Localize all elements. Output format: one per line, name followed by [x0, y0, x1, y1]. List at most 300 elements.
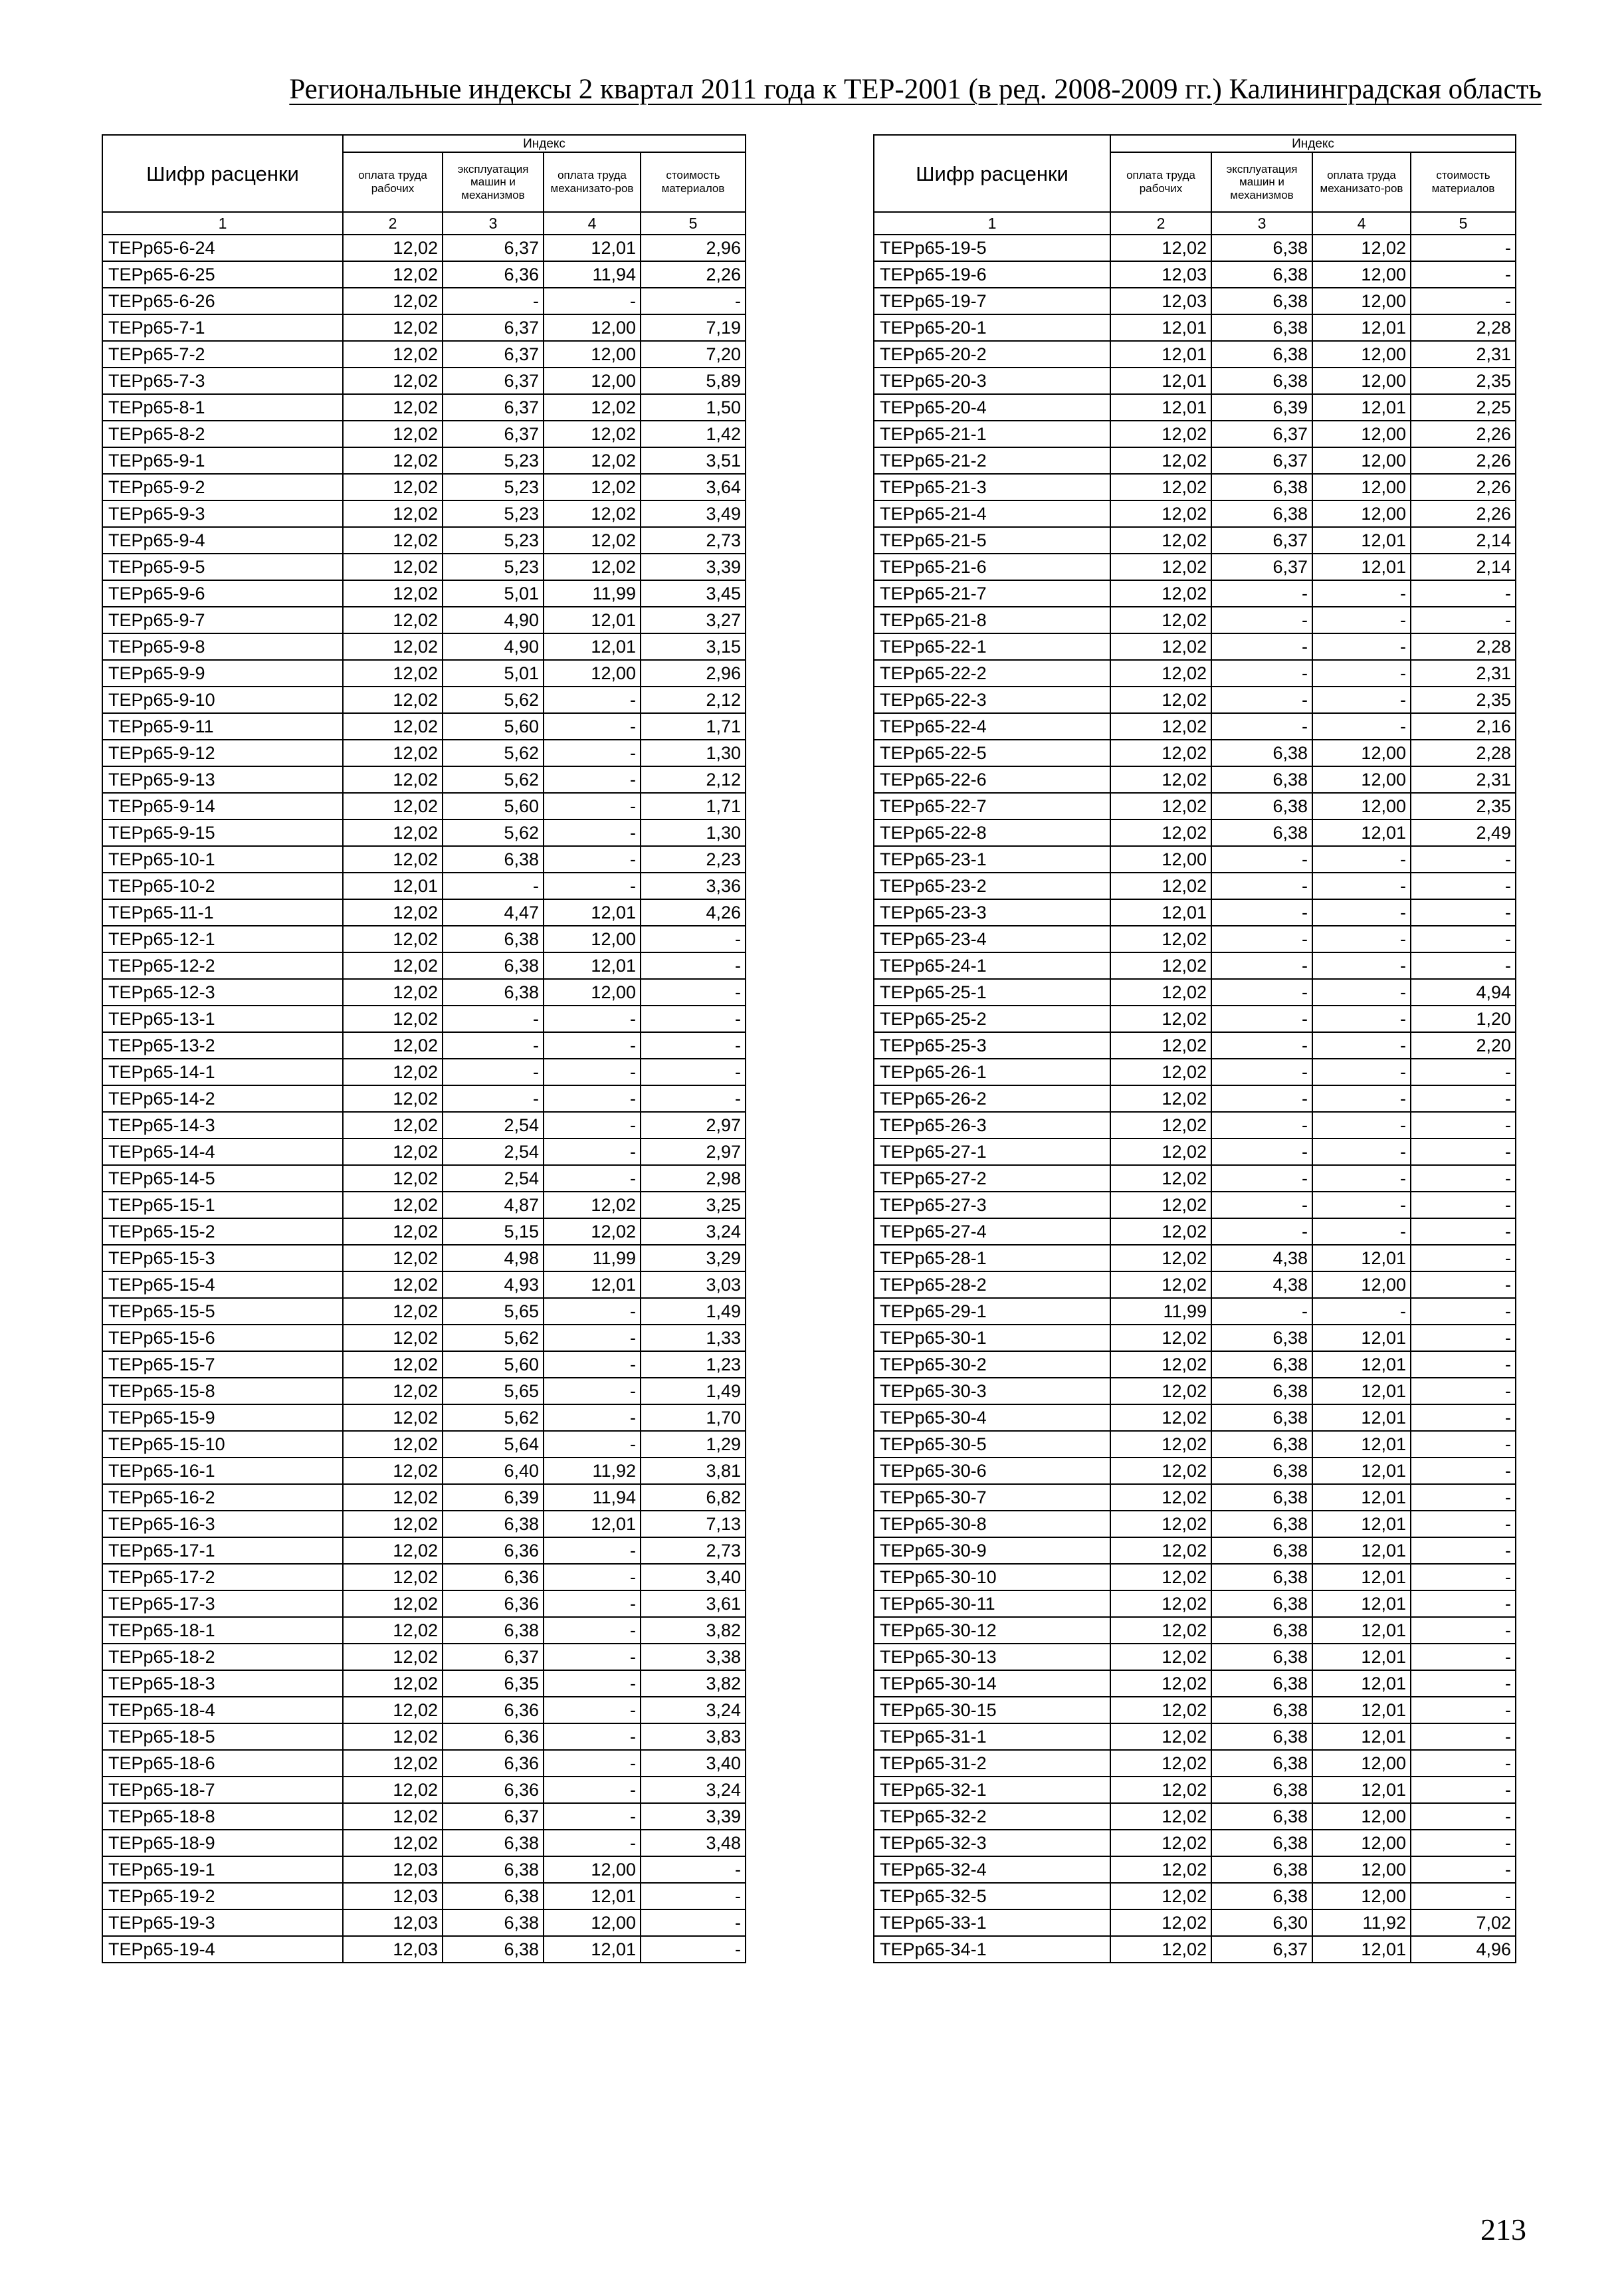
index-value-cell: 4,87: [443, 1192, 544, 1218]
index-value-cell: 12,01: [544, 1883, 641, 1909]
index-value-cell: 3,27: [641, 607, 746, 633]
index-value-cell: -: [1312, 1085, 1411, 1112]
index-value-cell: 4,47: [443, 899, 544, 926]
index-value-cell: 12,02: [1110, 740, 1211, 766]
table-body-right: [874, 235, 1516, 1963]
index-value-cell: 12,02: [544, 474, 641, 500]
index-value-cell: 12,02: [343, 1537, 443, 1564]
table-row: [102, 1404, 746, 1431]
rate-code-cell: ТЕРр65-7-2: [102, 341, 343, 368]
rate-code-cell: ТЕРр65-14-3: [102, 1112, 343, 1138]
rate-code-cell: ТЕРр65-10-1: [102, 846, 343, 873]
index-value-cell: 12,02: [343, 1218, 443, 1245]
rate-code-cell: ТЕРр65-9-12: [102, 740, 343, 766]
index-value-cell: 12,02: [343, 687, 443, 713]
table-row: [874, 421, 1516, 447]
index-value-cell: -: [1411, 261, 1516, 288]
index-value-cell: -: [1411, 1404, 1516, 1431]
index-value-cell: 12,02: [343, 952, 443, 979]
table-row: [102, 1936, 746, 1963]
rate-code-cell: ТЕРр65-14-1: [102, 1059, 343, 1085]
index-value-cell: 12,00: [1312, 1750, 1411, 1777]
index-value-cell: 4,38: [1211, 1245, 1312, 1271]
table-row: [102, 1670, 746, 1697]
table-row: [874, 1006, 1516, 1032]
index-value-cell: 6,36: [443, 1697, 544, 1723]
rate-code-cell: ТЕРр65-9-4: [102, 527, 343, 554]
table-row: [874, 314, 1516, 341]
rate-code-cell: ТЕРр65-9-6: [102, 580, 343, 607]
table-row: [874, 1325, 1516, 1351]
index-value-cell: 3,24: [641, 1777, 746, 1803]
index-value-cell: 3,24: [641, 1697, 746, 1723]
index-value-cell: -: [1411, 1856, 1516, 1883]
index-value-cell: 12,01: [1312, 1511, 1411, 1537]
index-value-cell: 12,00: [544, 368, 641, 394]
index-value-cell: 5,62: [443, 687, 544, 713]
index-value-cell: 6,38: [1211, 1484, 1312, 1511]
rate-code-cell: ТЕРр65-23-4: [874, 926, 1110, 952]
index-value-cell: 12,00: [544, 341, 641, 368]
index-value-cell: -: [1411, 899, 1516, 926]
header-code: Шифр расценки: [102, 135, 343, 212]
rate-code-cell: ТЕРр65-6-24: [102, 235, 343, 261]
rate-code-cell: ТЕРр65-16-3: [102, 1511, 343, 1537]
table-row: [102, 1351, 746, 1378]
index-value-cell: 6,38: [1211, 1777, 1312, 1803]
rate-code-cell: ТЕРр65-15-4: [102, 1271, 343, 1298]
rate-code-cell: ТЕРр65-9-11: [102, 713, 343, 740]
index-value-cell: 12,02: [1110, 1537, 1211, 1564]
table-row: [102, 1830, 746, 1856]
index-value-cell: -: [544, 1670, 641, 1697]
index-value-cell: 6,38: [1211, 1644, 1312, 1670]
rate-code-cell: ТЕРр65-30-7: [874, 1484, 1110, 1511]
index-value-cell: 12,02: [343, 394, 443, 421]
rate-code-cell: ТЕРр65-7-1: [102, 314, 343, 341]
index-value-cell: -: [443, 873, 544, 899]
index-value-cell: 12,02: [343, 1750, 443, 1777]
rate-code-cell: ТЕРр65-6-25: [102, 261, 343, 288]
index-value-cell: 6,36: [443, 1590, 544, 1617]
page-title: Региональные индексы 2 квартал 2011 года к ТЕР-2001 (в ред. 2008-2009 гг.) Калининградская область: [289, 74, 1542, 105]
index-value-cell: -: [1312, 846, 1411, 873]
rate-code-cell: ТЕРр65-9-14: [102, 793, 343, 819]
index-value-cell: -: [1411, 1723, 1516, 1750]
rate-code-cell: ТЕРр65-30-9: [874, 1537, 1110, 1564]
index-value-cell: 12,02: [343, 926, 443, 952]
index-value-cell: 12,00: [1312, 288, 1411, 314]
index-value-cell: -: [544, 1803, 641, 1830]
index-value-cell: 6,36: [443, 1777, 544, 1803]
index-value-cell: 12,02: [1110, 819, 1211, 846]
rate-code-cell: ТЕРр65-10-2: [102, 873, 343, 899]
rate-code-cell: ТЕРр65-17-1: [102, 1537, 343, 1564]
table-row: [102, 1750, 746, 1777]
table-row: [874, 633, 1516, 660]
index-value-cell: 12,02: [1110, 1351, 1211, 1378]
index-value-cell: -: [1211, 713, 1312, 740]
index-value-cell: 2,54: [443, 1112, 544, 1138]
rate-code-cell: ТЕРр65-9-3: [102, 500, 343, 527]
index-value-cell: 5,89: [641, 368, 746, 394]
index-value-cell: -: [544, 1617, 641, 1644]
index-value-cell: 6,38: [443, 952, 544, 979]
index-value-cell: -: [1411, 1218, 1516, 1245]
index-value-cell: 12,02: [343, 1404, 443, 1431]
header-col-number: 4: [1312, 212, 1411, 235]
table-row: [102, 1697, 746, 1723]
index-value-cell: 12,02: [1312, 235, 1411, 261]
index-value-cell: 12,03: [343, 1909, 443, 1936]
index-value-cell: 12,00: [1312, 1271, 1411, 1298]
index-value-cell: 1,50: [641, 394, 746, 421]
index-value-cell: 6,36: [443, 1537, 544, 1564]
index-value-cell: 6,38: [1211, 288, 1312, 314]
index-value-cell: -: [1411, 1617, 1516, 1644]
table-row: [102, 421, 746, 447]
index-value-cell: 12,01: [1312, 1670, 1411, 1697]
index-value-cell: 3,25: [641, 1192, 746, 1218]
rate-code-cell: ТЕРр65-30-6: [874, 1458, 1110, 1484]
index-value-cell: 6,38: [443, 846, 544, 873]
index-value-cell: -: [544, 1723, 641, 1750]
index-value-cell: 6,38: [1211, 1670, 1312, 1697]
index-value-cell: -: [1411, 607, 1516, 633]
table-row: [874, 1059, 1516, 1085]
index-value-cell: 12,02: [1110, 527, 1211, 554]
index-value-cell: -: [1411, 1192, 1516, 1218]
index-value-cell: 5,23: [443, 474, 544, 500]
index-value-cell: -: [1211, 952, 1312, 979]
index-value-cell: 2,54: [443, 1165, 544, 1192]
index-value-cell: 12,02: [343, 580, 443, 607]
rate-code-cell: ТЕРр65-18-5: [102, 1723, 343, 1750]
table-row: [102, 819, 746, 846]
index-value-cell: 12,02: [343, 1378, 443, 1404]
index-value-cell: 12,02: [343, 1192, 443, 1218]
rate-code-cell: ТЕРр65-20-2: [874, 341, 1110, 368]
index-value-cell: 11,94: [544, 1484, 641, 1511]
table-row: [874, 1245, 1516, 1271]
header-materials-cost: стоимость материалов: [641, 152, 746, 212]
index-value-cell: 12,00: [544, 314, 641, 341]
header-labor-wages: оплата труда рабочих: [343, 152, 443, 212]
index-value-cell: 6,38: [1211, 235, 1312, 261]
table-row: [102, 527, 746, 554]
header-col-number: 4: [544, 212, 641, 235]
rate-code-cell: ТЕРр65-27-2: [874, 1165, 1110, 1192]
index-value-cell: 3,36: [641, 873, 746, 899]
table-row: [874, 713, 1516, 740]
index-value-cell: 12,02: [1110, 952, 1211, 979]
index-value-cell: 12,02: [1110, 633, 1211, 660]
rate-code-cell: ТЕРр65-25-2: [874, 1006, 1110, 1032]
index-value-cell: -: [1312, 1059, 1411, 1085]
header-operator-wages: оплата труда механизато-ров: [544, 152, 641, 212]
rate-code-cell: ТЕРр65-14-5: [102, 1165, 343, 1192]
index-value-cell: 12,02: [544, 1192, 641, 1218]
index-value-cell: 12,00: [1312, 740, 1411, 766]
index-value-cell: -: [1411, 1112, 1516, 1138]
index-value-cell: 12,01: [1312, 1590, 1411, 1617]
index-value-cell: 12,02: [1110, 1325, 1211, 1351]
table-row: [102, 1617, 746, 1644]
index-value-cell: 3,64: [641, 474, 746, 500]
index-value-cell: -: [641, 926, 746, 952]
index-value-cell: 12,01: [1312, 554, 1411, 580]
table-row: [874, 1617, 1516, 1644]
index-value-cell: 6,38: [1211, 740, 1312, 766]
table-row: [874, 1537, 1516, 1564]
index-value-cell: -: [544, 687, 641, 713]
header-col-number: 3: [1211, 212, 1312, 235]
rate-code-cell: ТЕРр65-21-4: [874, 500, 1110, 527]
rate-code-cell: ТЕРр65-18-3: [102, 1670, 343, 1697]
table-row: [874, 793, 1516, 819]
index-value-cell: 12,00: [1312, 1803, 1411, 1830]
table-row: [102, 633, 746, 660]
index-value-cell: 12,02: [1110, 1697, 1211, 1723]
index-value-cell: 7,20: [641, 341, 746, 368]
table-body-left: [102, 235, 746, 1963]
index-value-cell: 6,37: [443, 394, 544, 421]
index-value-cell: 12,02: [343, 1511, 443, 1537]
index-value-cell: 2,26: [641, 261, 746, 288]
index-value-cell: -: [544, 1059, 641, 1085]
index-value-cell: -: [544, 288, 641, 314]
header-index-group: Индекс: [1110, 135, 1516, 152]
rate-code-cell: ТЕРр65-30-5: [874, 1431, 1110, 1458]
index-value-cell: 5,01: [443, 660, 544, 687]
index-value-cell: -: [544, 713, 641, 740]
index-value-cell: 12,02: [1110, 1830, 1211, 1856]
rate-code-cell: ТЕРр65-26-3: [874, 1112, 1110, 1138]
index-value-cell: -: [1211, 1032, 1312, 1059]
index-value-cell: 12,02: [343, 1165, 443, 1192]
index-value-cell: 12,02: [1110, 660, 1211, 687]
index-value-cell: 12,02: [1110, 500, 1211, 527]
table-row: [874, 1138, 1516, 1165]
index-value-cell: 2,14: [1411, 527, 1516, 554]
index-value-cell: -: [1411, 1670, 1516, 1697]
rate-code-cell: ТЕРр65-22-4: [874, 713, 1110, 740]
index-value-cell: 12,02: [343, 979, 443, 1006]
index-value-cell: -: [1411, 1085, 1516, 1112]
index-value-cell: -: [1411, 1564, 1516, 1590]
index-value-cell: 12,03: [343, 1856, 443, 1883]
table-row: [102, 1803, 746, 1830]
table-row: [874, 1750, 1516, 1777]
index-value-cell: -: [1211, 1112, 1312, 1138]
index-value-cell: 3,82: [641, 1617, 746, 1644]
index-value-cell: 4,94: [1411, 979, 1516, 1006]
index-value-cell: -: [1312, 1298, 1411, 1325]
rate-code-cell: ТЕРр65-17-2: [102, 1564, 343, 1590]
rate-code-cell: ТЕРр65-14-2: [102, 1085, 343, 1112]
rate-code-cell: ТЕРр65-6-26: [102, 288, 343, 314]
rate-code-cell: ТЕРр65-9-8: [102, 633, 343, 660]
index-value-cell: 12,02: [343, 527, 443, 554]
index-value-cell: 12,02: [343, 314, 443, 341]
index-value-cell: 1,71: [641, 793, 746, 819]
table-row: [874, 288, 1516, 314]
rate-code-cell: ТЕРр65-30-15: [874, 1697, 1110, 1723]
index-value-cell: 12,02: [343, 1271, 443, 1298]
index-value-cell: 12,02: [1110, 1670, 1211, 1697]
table-row: [102, 1511, 746, 1537]
index-value-cell: -: [1211, 1085, 1312, 1112]
index-value-cell: 12,02: [1110, 1431, 1211, 1458]
index-value-cell: 6,38: [1211, 1431, 1312, 1458]
index-value-cell: -: [1411, 1271, 1516, 1298]
rate-code-cell: ТЕРр65-33-1: [874, 1909, 1110, 1936]
index-value-cell: -: [544, 793, 641, 819]
index-value-cell: -: [1211, 846, 1312, 873]
index-value-cell: 12,00: [1312, 1856, 1411, 1883]
rate-code-cell: ТЕРр65-21-8: [874, 607, 1110, 633]
rate-code-cell: ТЕРр65-32-5: [874, 1883, 1110, 1909]
index-value-cell: -: [1312, 713, 1411, 740]
index-value-cell: 2,96: [641, 660, 746, 687]
index-value-cell: -: [1411, 952, 1516, 979]
rate-code-cell: ТЕРр65-9-1: [102, 447, 343, 474]
rate-code-cell: ТЕРр65-29-1: [874, 1298, 1110, 1325]
index-value-cell: -: [1411, 1883, 1516, 1909]
index-value-cell: 6,38: [443, 1856, 544, 1883]
index-value-cell: -: [1411, 1378, 1516, 1404]
index-value-cell: 6,37: [1211, 447, 1312, 474]
rate-code-cell: ТЕРр65-21-5: [874, 527, 1110, 554]
rate-code-cell: ТЕРр65-8-1: [102, 394, 343, 421]
index-value-cell: 12,02: [1110, 1138, 1211, 1165]
index-value-cell: -: [1312, 926, 1411, 952]
index-value-cell: 2,14: [1411, 554, 1516, 580]
rate-code-cell: ТЕРр65-21-7: [874, 580, 1110, 607]
index-value-cell: 2,35: [1411, 687, 1516, 713]
index-value-cell: 5,62: [443, 1404, 544, 1431]
rate-code-cell: ТЕРр65-9-5: [102, 554, 343, 580]
rate-code-cell: ТЕРр65-15-7: [102, 1351, 343, 1378]
header-col-number: 5: [641, 212, 746, 235]
table-row: [102, 288, 746, 314]
index-value-cell: 12,02: [1110, 1856, 1211, 1883]
index-value-cell: 2,31: [1411, 660, 1516, 687]
index-value-cell: 6,38: [1211, 1617, 1312, 1644]
index-value-cell: 1,71: [641, 713, 746, 740]
index-value-cell: -: [544, 1644, 641, 1670]
table-row: [874, 235, 1516, 261]
index-value-cell: 12,02: [343, 660, 443, 687]
rate-code-cell: ТЕРр65-32-3: [874, 1830, 1110, 1856]
table-row: [102, 713, 746, 740]
index-value-cell: 1,30: [641, 819, 746, 846]
index-value-cell: -: [1211, 1218, 1312, 1245]
index-value-cell: -: [1211, 1006, 1312, 1032]
index-value-cell: 12,02: [1110, 580, 1211, 607]
index-value-cell: 1,29: [641, 1431, 746, 1458]
index-value-cell: -: [544, 1298, 641, 1325]
header-col-number: 3: [443, 212, 544, 235]
table-row: [874, 1909, 1516, 1936]
rate-code-cell: ТЕРр65-18-1: [102, 1617, 343, 1644]
rate-code-cell: ТЕРр65-15-5: [102, 1298, 343, 1325]
index-value-cell: 2,26: [1411, 447, 1516, 474]
table-row: [102, 740, 746, 766]
rate-code-cell: ТЕРр65-28-2: [874, 1271, 1110, 1298]
rate-code-cell: ТЕРр65-27-3: [874, 1192, 1110, 1218]
index-value-cell: 12,02: [1110, 1484, 1211, 1511]
rate-code-cell: ТЕРр65-18-7: [102, 1777, 343, 1803]
rate-code-cell: ТЕРр65-30-14: [874, 1670, 1110, 1697]
index-value-cell: 12,01: [1312, 1404, 1411, 1431]
index-value-cell: -: [1312, 687, 1411, 713]
index-value-cell: 12,01: [544, 1511, 641, 1537]
index-value-cell: 2,96: [641, 235, 746, 261]
rate-code-cell: ТЕРр65-30-3: [874, 1378, 1110, 1404]
index-value-cell: 12,02: [1110, 1271, 1211, 1298]
index-value-cell: 11,92: [1312, 1909, 1411, 1936]
index-value-cell: -: [544, 1537, 641, 1564]
rate-code-cell: ТЕРр65-22-7: [874, 793, 1110, 819]
index-value-cell: 12,02: [1110, 1564, 1211, 1590]
index-value-cell: 6,38: [443, 1936, 544, 1963]
index-value-cell: 1,23: [641, 1351, 746, 1378]
index-value-cell: -: [1411, 235, 1516, 261]
index-value-cell: 12,02: [343, 1298, 443, 1325]
rate-code-cell: ТЕРр65-15-2: [102, 1218, 343, 1245]
header-col-number: 5: [1411, 212, 1516, 235]
index-value-cell: 2,31: [1411, 766, 1516, 793]
table-row: [874, 1378, 1516, 1404]
index-value-cell: 12,01: [1312, 527, 1411, 554]
index-value-cell: 6,38: [1211, 1697, 1312, 1723]
index-value-cell: -: [1411, 1458, 1516, 1484]
rate-code-cell: ТЕРр65-15-1: [102, 1192, 343, 1218]
table-row: [102, 554, 746, 580]
index-value-cell: 5,23: [443, 554, 544, 580]
index-value-cell: 6,38: [1211, 1830, 1312, 1856]
index-value-cell: 3,49: [641, 500, 746, 527]
index-value-cell: 12,01: [1110, 341, 1211, 368]
index-value-cell: 5,01: [443, 580, 544, 607]
index-value-cell: -: [1411, 580, 1516, 607]
index-value-cell: -: [443, 1032, 544, 1059]
index-value-cell: -: [1312, 1006, 1411, 1032]
index-value-cell: 12,02: [343, 1006, 443, 1032]
index-value-cell: 12,01: [1312, 1325, 1411, 1351]
index-value-cell: 6,38: [443, 1909, 544, 1936]
rate-code-cell: ТЕРр65-19-5: [874, 235, 1110, 261]
rate-code-cell: ТЕРр65-30-4: [874, 1404, 1110, 1431]
index-value-cell: 12,02: [1110, 1803, 1211, 1830]
index-value-cell: 12,00: [1312, 447, 1411, 474]
index-value-cell: 12,01: [544, 1271, 641, 1298]
index-value-cell: 12,02: [1110, 607, 1211, 633]
rate-code-cell: ТЕРр65-15-8: [102, 1378, 343, 1404]
index-value-cell: -: [1411, 1298, 1516, 1325]
table-row: [102, 1909, 746, 1936]
index-value-cell: 3,24: [641, 1218, 746, 1245]
rate-code-cell: ТЕРр65-15-3: [102, 1245, 343, 1271]
rate-code-cell: ТЕРр65-23-2: [874, 873, 1110, 899]
table-row: [102, 1245, 746, 1271]
table-row: [874, 1271, 1516, 1298]
table-row: [102, 235, 746, 261]
index-value-cell: 6,38: [1211, 1803, 1312, 1830]
index-value-cell: 12,02: [1110, 873, 1211, 899]
header-col-number: 1: [874, 212, 1110, 235]
